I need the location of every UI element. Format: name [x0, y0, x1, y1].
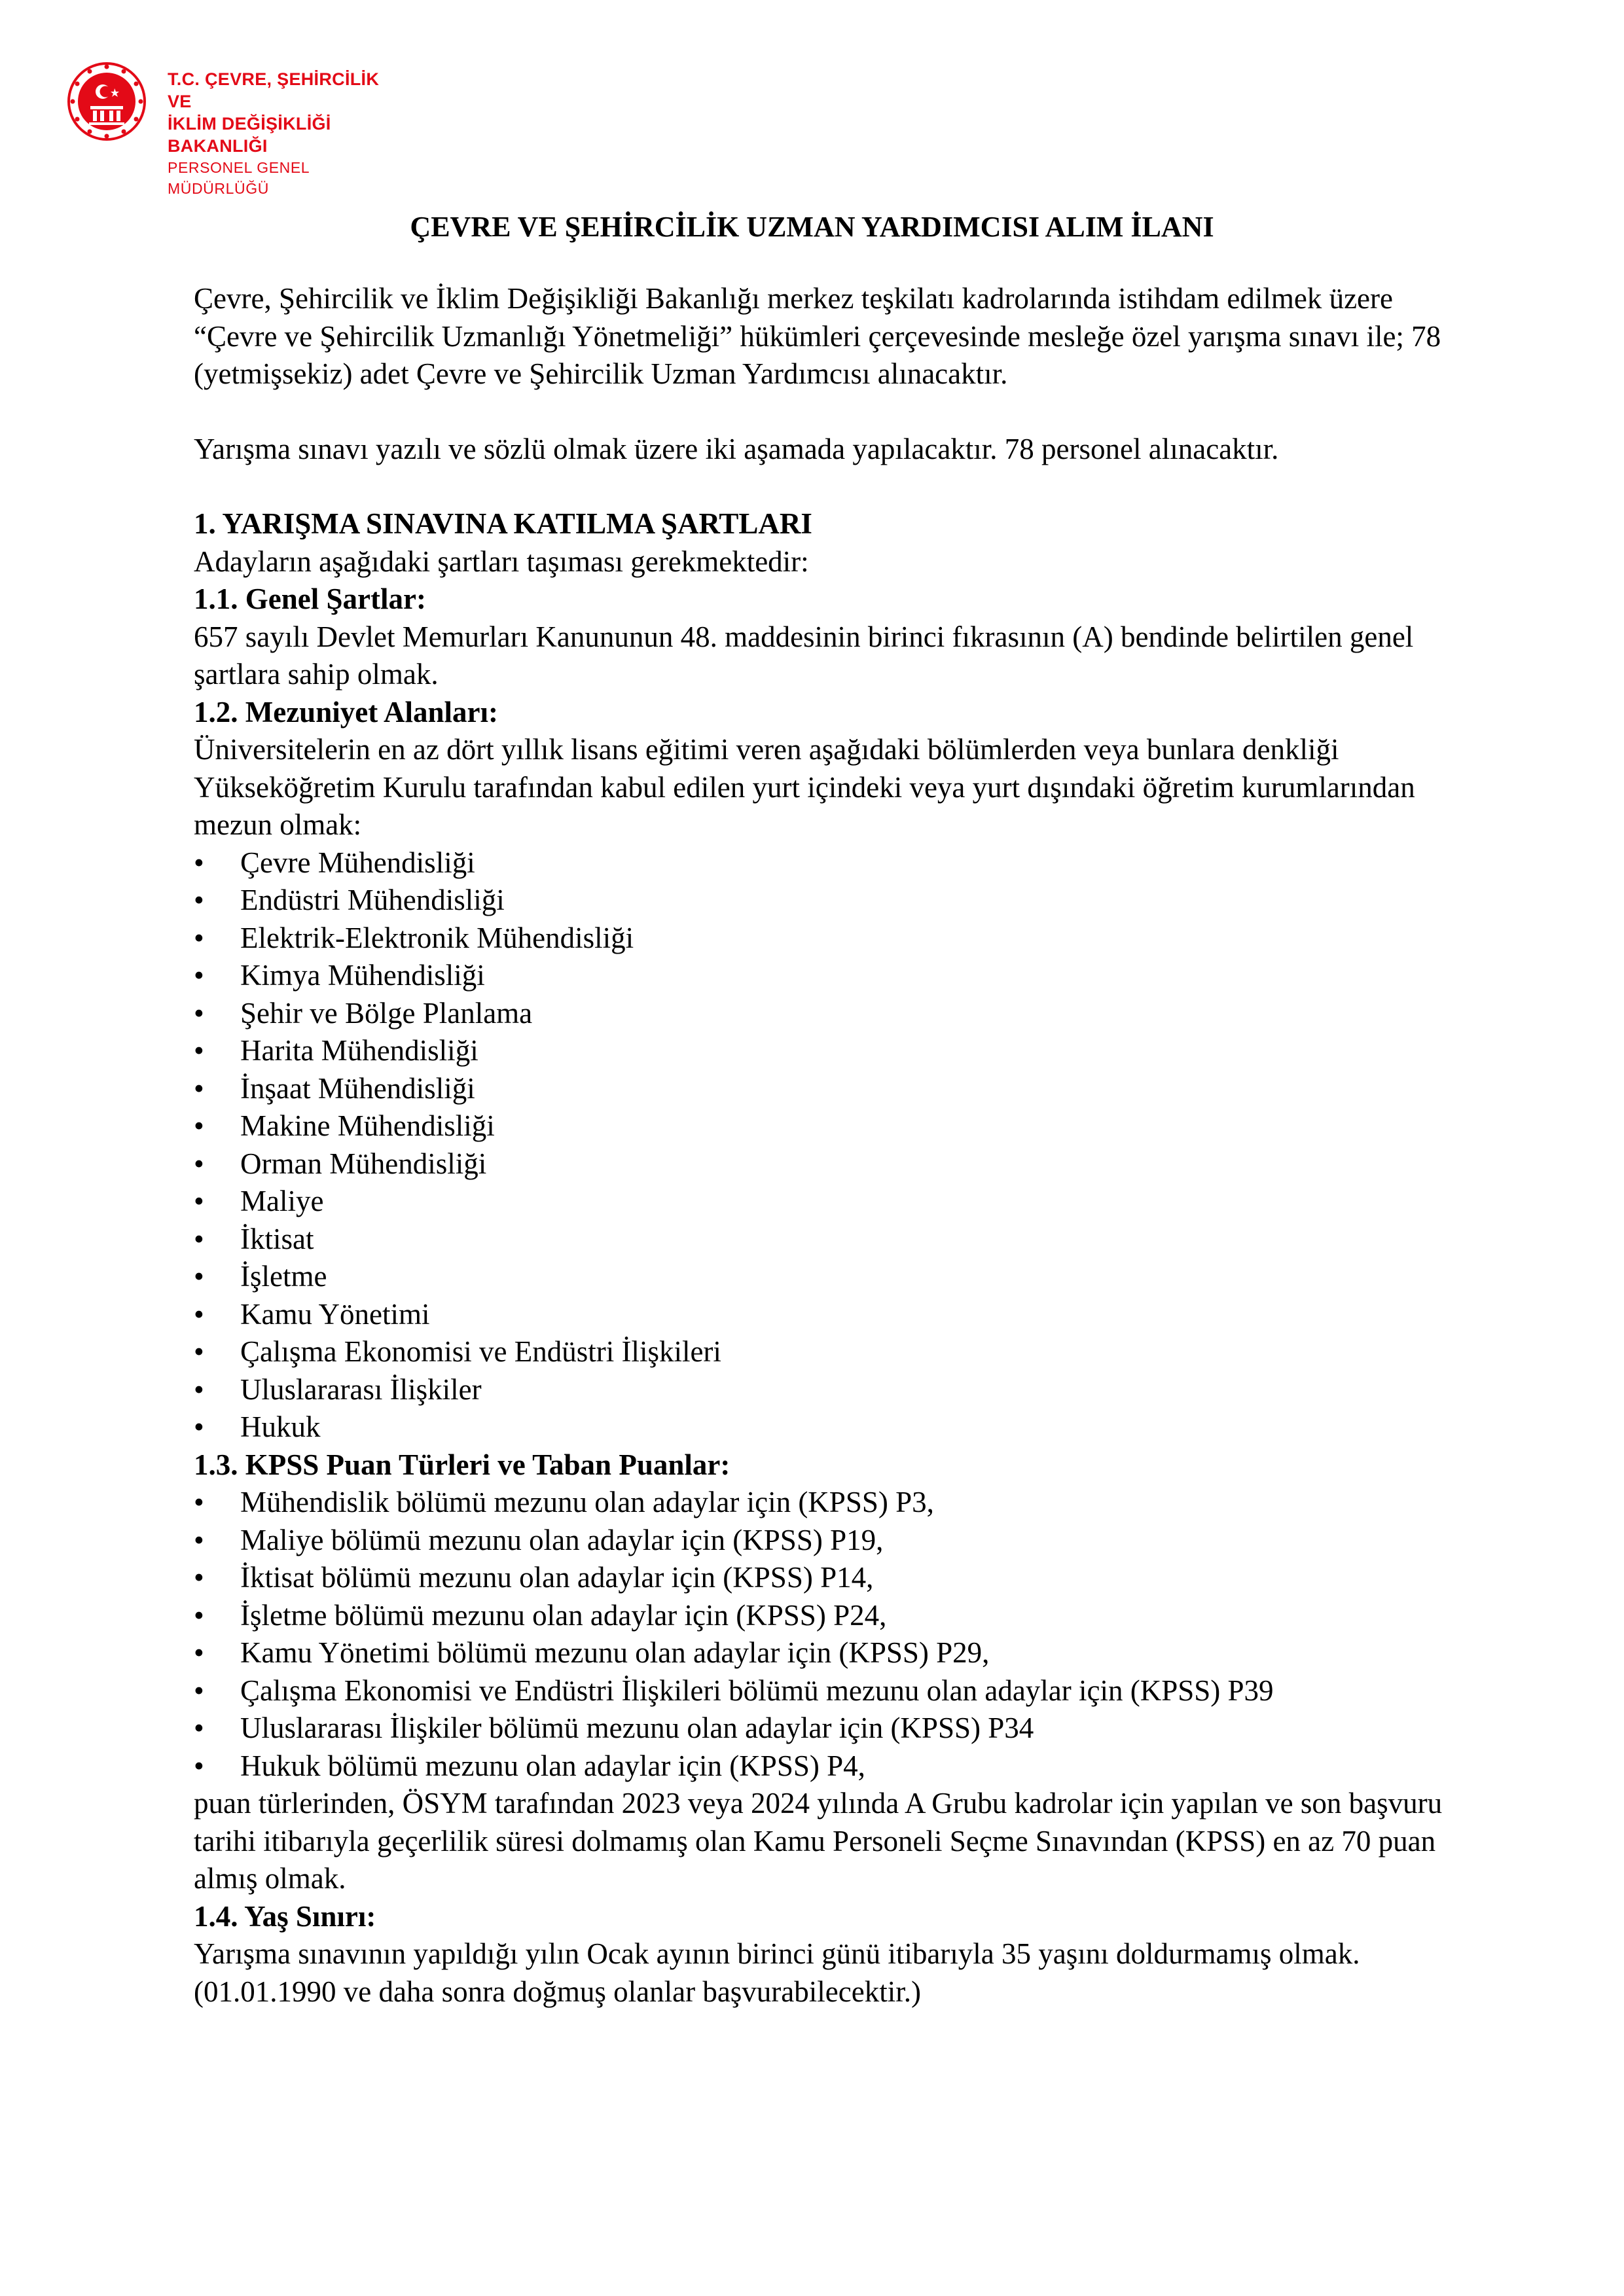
list-item: • İktisat — [194, 1221, 1464, 1259]
list-item: • Kamu Yönetimi bölümü mezunu olan adaylar için (KPSS) P29, — [194, 1634, 1464, 1672]
list-item: • Elektrik-Elektronik Mühendisliği — [194, 920, 1464, 958]
list-item: • Kamu Yönetimi — [194, 1296, 1464, 1334]
logo-line-ministry: T.C. ÇEVRE, ŞEHİRCİLİK VE — [168, 69, 380, 111]
document-body — [194, 280, 1464, 2011]
ministry-logo — [58, 59, 398, 197]
list-item: • Hukuk bölümü mezunu olan adaylar için (KPSS) P4, — [194, 1748, 1464, 1785]
list-item: • Uluslararası İlişkiler — [194, 1371, 1464, 1409]
age-limit-heading: 1.4. Yaş Sınırı: — [194, 1899, 376, 1933]
list-item: • Maliye — [194, 1183, 1464, 1221]
logo-text — [168, 68, 398, 199]
general-conditions-text: 657 sayılı Devlet Memurları Kanununun 48. maddesinin birinci fıkrasının (A) bendinde belirtilen genel şartlara sahip olmak. — [194, 620, 1414, 691]
intro-paragraph: Çevre, Şehircilik ve İklim Değişikliği Bakanlığı merkez teşkilatı kadrolarında istihdam edilmek üzere “Çevre ve Şehircilik Uzmanlığı Yönetmeliği” hükümleri çerçevesinde mesleğe özel yarışma sınavı ile; 78 (yetmişsekiz) adet Çevre ve Şehircilik Uzman Yardımcısı alınacaktır. — [194, 282, 1441, 390]
list-item: • Makine Mühendisliği — [194, 1107, 1464, 1145]
departments-list — [194, 844, 1464, 1446]
graduation-fields-heading: 1.2. Mezuniyet Alanları: — [194, 695, 498, 728]
logo-line-ministry-2: İKLİM DEĞİŞİKLİĞİ BAKANLIĞI — [168, 114, 331, 156]
age-limit-text: Yarışma sınavının yapıldığı yılın Ocak ayının birinci günü itibarıyla 35 yaşını doldurmamış olmak. (01.01.1990 ve daha sonra doğmuş olanlar başvurabilecektir.) — [194, 1937, 1360, 2008]
document-title: ÇEVRE VE ŞEHİRCİLİK UZMAN YARDIMCISI ALIM İLANI — [410, 211, 1214, 243]
kpss-text: puan türlerinden, ÖSYM tarafından 2023 veya 2024 yılında A Grubu kadrolar için yapılan ve son başvuru tarihi itibarıyla geçerlilik süresi dolmamış olan Kamu Personeli Seçme Sınavından (KPSS) en az 70 puan almış olmak. — [194, 1787, 1443, 1895]
general-conditions-heading: 1.1. Genel Şartlar: — [194, 583, 426, 615]
list-item: • Orman Mühendisliği — [194, 1145, 1464, 1183]
list-item: • İktisat bölümü mezunu olan adaylar için (KPSS) P14, — [194, 1559, 1464, 1597]
exam-info-paragraph: Yarışma sınavı yazılı ve sözlü olmak üzere iki aşamada yapılacaktır. 78 personel alınacaktır. — [194, 432, 1279, 465]
list-item: • Çevre Mühendisliği — [194, 844, 1464, 882]
section1-intro: Adayların aşağıdaki şartları taşıması gerekmektedir: — [194, 545, 809, 578]
list-item: • Çalışma Ekonomisi ve Endüstri İlişkileri — [194, 1333, 1464, 1371]
list-item: • Harita Mühendisliği — [194, 1032, 1464, 1070]
section1-heading: 1. YARIŞMA SINAVINA KATILMA ŞARTLARI — [194, 507, 812, 540]
list-item: • İnşaat Mühendisliği — [194, 1070, 1464, 1108]
list-item: • Hukuk — [194, 1408, 1464, 1446]
kpss-list — [194, 1484, 1464, 1785]
list-item: • İşletme — [194, 1258, 1464, 1296]
kpss-heading: 1.3. KPSS Puan Türleri ve Taban Puanlar: — [194, 1448, 731, 1481]
list-item: • Kimya Mühendisliği — [194, 957, 1464, 995]
list-item: • Endüstri Mühendisliği — [194, 882, 1464, 920]
list-item: • Uluslararası İlişkiler bölümü mezunu olan adaylar için (KPSS) P34 — [194, 1710, 1464, 1748]
graduation-fields-text: Üniversitelerin en az dört yıllık lisans eğitimi veren aşağıdaki bölümlerden veya bunlara denkliği Yükseköğretim Kurulu tarafından kabul edilen yurt içindeki veya yurt dışındaki öğretim kurumlarından mezun olmak: — [194, 733, 1415, 841]
logo-line-directorate: PERSONEL GENEL MÜDÜRLÜĞÜ — [168, 159, 310, 197]
list-item: • Maliye bölümü mezunu olan adaylar için (KPSS) P19, — [194, 1522, 1464, 1560]
list-item: • İşletme bölümü mezunu olan adaylar için (KPSS) P24, — [194, 1597, 1464, 1635]
ministry-emblem-icon — [58, 59, 156, 144]
list-item: • Çalışma Ekonomisi ve Endüstri İlişkileri bölümü mezunu olan adaylar için (KPSS) P39 — [194, 1672, 1464, 1710]
list-item: • Mühendislik bölümü mezunu olan adaylar için (KPSS) P3, — [194, 1484, 1464, 1522]
list-item: • Şehir ve Bölge Planlama — [194, 995, 1464, 1033]
